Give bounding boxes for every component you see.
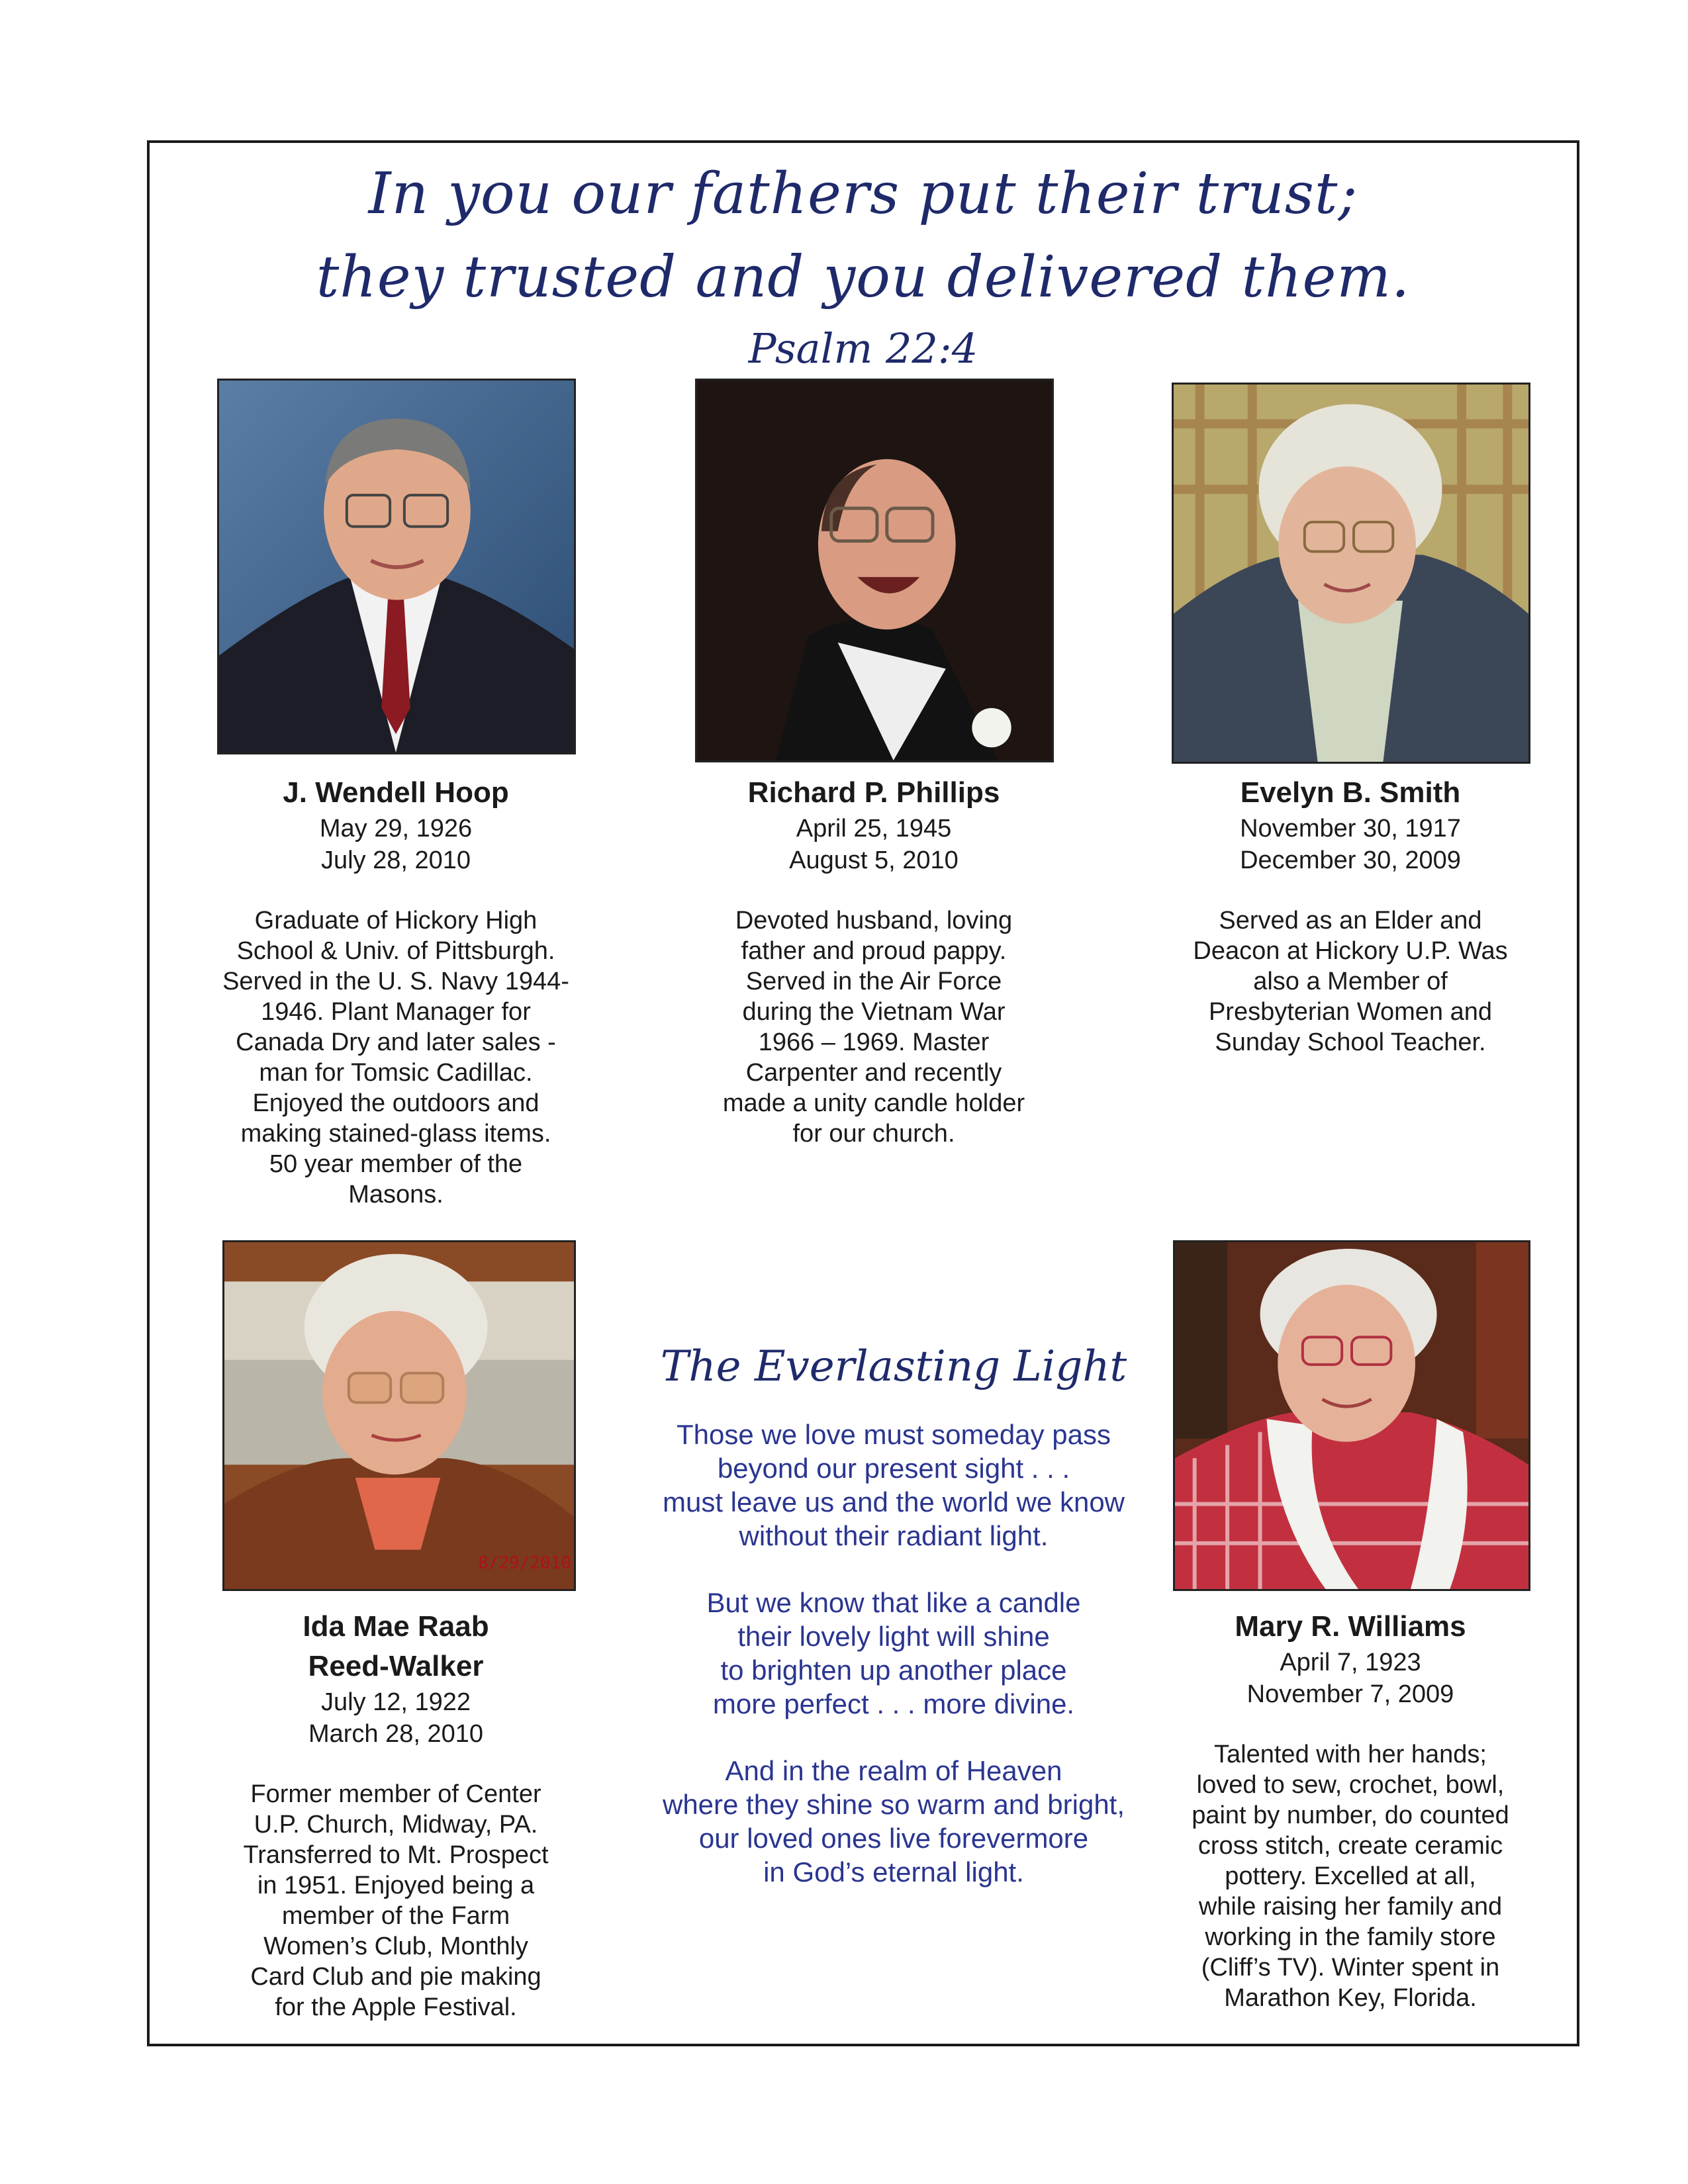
portrait-elderly-woman-image — [1175, 1242, 1528, 1589]
person-biography: Talented with her hands; loved to sew, crochet, bowl, paint by number, do counted cross stitch, create ceramic pottery. Excelled at all, while raising her family and working in the family store (Cliff’s TV). Winter spent in Marathon Key, Florida. — [1192, 1741, 1509, 2012]
photo-date-stamp: 8/29/2010 — [478, 1553, 571, 1573]
poem-stanza-2: But we know that like a candle their lovely light will shine to brighten up another place more perfect . . . more divine. — [706, 1587, 1081, 1719]
person-name: J. Wendell Hoop — [283, 776, 509, 809]
photo-williams — [1173, 1240, 1530, 1591]
bio-williams — [1152, 1607, 1549, 2013]
photo-smith — [1172, 383, 1530, 764]
person-biography: Devoted husband, loving father and proud pappy. Served in the Air Force during the Vietnam War 1966 – 1969. Master Carpenter and recently made a unity candle holder for our church. — [722, 907, 1025, 1148]
photo-phillips — [695, 379, 1054, 762]
person-name: Evelyn B. Smith — [1240, 776, 1461, 809]
birth-date: April 25, 1945 — [796, 815, 952, 842]
bio-smith — [1152, 773, 1549, 1058]
scripture-header — [147, 152, 1579, 379]
birth-date: April 7, 1923 — [1280, 1649, 1421, 1676]
person-name: Richard P. Phillips — [747, 776, 1000, 809]
poem-title: The Everlasting Light — [660, 1342, 1127, 1391]
birth-date: May 29, 1926 — [319, 815, 473, 842]
verse-line-2: they trusted and you delivered them. — [316, 244, 1411, 310]
poem-everlasting-light — [596, 1337, 1192, 1922]
person-name-line-2: Reed-Walker — [308, 1650, 484, 1682]
death-date: August 5, 2010 — [789, 846, 959, 874]
portrait-man-suit-image — [219, 381, 574, 752]
person-biography: Graduate of Hickory High School & Univ. of Pittsburgh. Served in the U. S. Navy 1944- 1946. Plant Manager for Canada Dry and later sales - man for Tomsic Cadillac. Enjoyed the outdoors and making stained-glass items. 50 year member of the Masons. — [222, 907, 569, 1208]
person-name: Mary R. Williams — [1235, 1610, 1466, 1643]
birth-date: November 30, 1917 — [1240, 815, 1461, 842]
death-date: March 28, 2010 — [308, 1720, 484, 1748]
photo-hoop — [217, 379, 576, 754]
birth-date: July 12, 1922 — [320, 1688, 471, 1716]
bio-reed-walker — [197, 1607, 594, 2023]
death-date: November 7, 2009 — [1246, 1680, 1454, 1708]
death-date: July 28, 2010 — [320, 846, 471, 874]
bio-hoop — [197, 773, 594, 1210]
person-biography: Former member of Center U.P. Church, Midway, PA. Transferred to Mt. Prospect in 1951. Enjoyed being a member of the Farm Women’s Club, Monthly Card Club and pie making for the Apple Festival. — [243, 1780, 549, 2021]
photo-reed-walker — [222, 1240, 576, 1591]
verse-line-1: In you our fathers put their trust; — [368, 161, 1358, 227]
portrait-elderly-woman-image — [224, 1242, 574, 1589]
bio-phillips — [675, 773, 1072, 1149]
death-date: December 30, 2009 — [1240, 846, 1461, 874]
poem-stanza-1: Those we love must someday pass beyond our present sight . . . must leave us and the world we know without their radiant light. — [662, 1419, 1125, 1551]
poem-stanza-3: And in the realm of Heaven where they shine so warm and bright, our loved ones live forevermore in God’s eternal light. — [662, 1755, 1125, 1888]
portrait-elderly-woman-image — [1174, 385, 1528, 762]
verse-reference: Psalm 22:4 — [748, 324, 978, 373]
person-name-line-1: Ida Mae Raab — [303, 1610, 489, 1643]
person-biography: Served as an Elder and Deacon at Hickory U.P. Was also a Member of Presbyterian Women and Sunday School Teacher. — [1193, 907, 1508, 1056]
portrait-man-laughing-image — [697, 381, 1052, 760]
